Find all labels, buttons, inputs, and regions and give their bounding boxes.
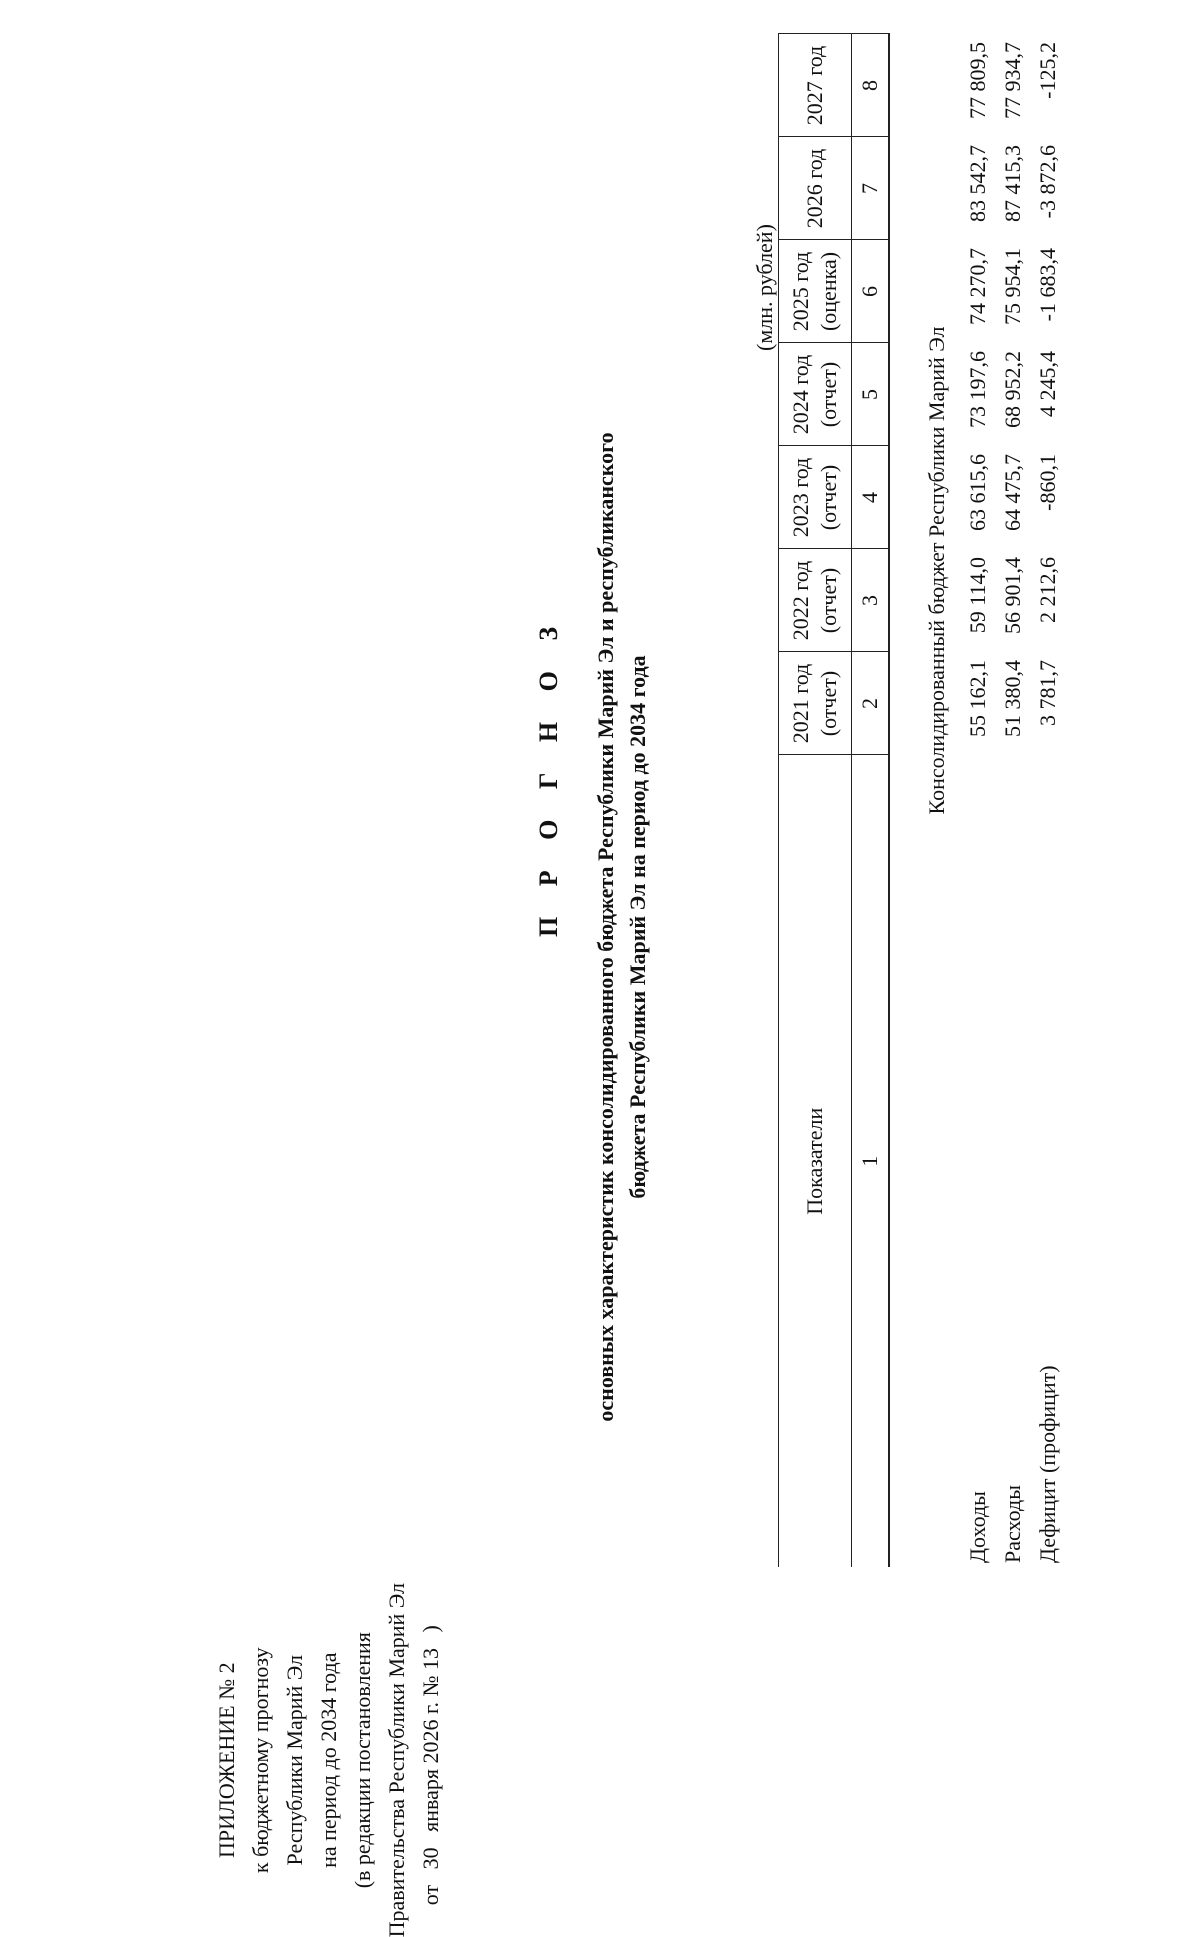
- column-index-8: 8: [852, 34, 890, 137]
- document-title: П Р О Г Н О З: [534, 614, 563, 937]
- table-cell: 75 954,1: [1000, 248, 1025, 325]
- table-cell: 77 809,5: [965, 42, 990, 119]
- section-title: Консолидированный бюджет Республики Марий Эл: [924, 326, 949, 815]
- column-index-7: 7: [852, 137, 890, 240]
- table-row: [956, 34, 991, 1567]
- table-cell: 4 245,4: [1035, 351, 1060, 417]
- column-header-2025: 2025 год (оценка): [779, 240, 852, 343]
- annex-decree-number: 13: [418, 1648, 443, 1670]
- table-row: [991, 34, 1026, 1567]
- annex-closing-paren: ): [418, 1625, 443, 1633]
- column-index-4: 4: [852, 446, 890, 549]
- annex-line-7: [414, 1583, 448, 1937]
- indicator-header: Показатели: [779, 755, 852, 1567]
- annex-line-3: Республики Марий Эл: [282, 1654, 307, 1866]
- document-heading: [534, 0, 650, 1697]
- table-cell: 83 542,7: [965, 145, 990, 222]
- column-header-2026: 2026 год: [779, 137, 852, 240]
- annex-block: [210, 1583, 448, 1937]
- table-row: [1026, 34, 1061, 1567]
- column-index-3: 3: [852, 549, 890, 652]
- table-header-row: [779, 34, 852, 1567]
- table-cell: 2 212,6: [1035, 557, 1060, 623]
- row-label-revenue: Доходы: [965, 1491, 990, 1563]
- table-cell: -1 683,4: [1035, 248, 1060, 322]
- forecast-table: [778, 34, 1061, 1568]
- table-cell: 64 475,7: [1000, 454, 1025, 531]
- row-label-expenditure: Расходы: [1000, 1485, 1025, 1563]
- annex-line-4: на период до 2034 года: [316, 1652, 341, 1868]
- column-header-2022: 2022 год (отчет): [779, 549, 852, 652]
- column-index-6: 6: [852, 240, 890, 343]
- column-header-2027: 2027 год: [779, 34, 852, 137]
- column-index-1: 1: [852, 755, 890, 1567]
- column-header-2024: 2024 год (отчет): [779, 343, 852, 446]
- table-cell: 63 615,6: [965, 454, 990, 531]
- table-cell: 68 952,2: [1000, 351, 1025, 428]
- table-cell: -3 872,6: [1035, 145, 1060, 219]
- annex-date-middle: января 2026 г. №: [418, 1675, 443, 1832]
- table-cell: 59 114,0: [965, 557, 990, 634]
- table-cell: 73 197,6: [965, 351, 990, 428]
- table-cell: 3 781,7: [1035, 660, 1060, 726]
- annex-line-6: Правительства Республики Марий Эл: [384, 1583, 409, 1937]
- section-title-cell: [889, 34, 956, 1567]
- annex-line-1: ПРИЛОЖЕНИЕ № 2: [214, 1662, 239, 1859]
- table-cell: 55 162,1: [965, 660, 990, 737]
- table-cell: -125,2: [1035, 42, 1060, 99]
- column-header-2021: 2021 год (отчет): [779, 652, 852, 755]
- table-cell: 87 415,3: [1000, 145, 1025, 222]
- annex-date-prefix: от: [418, 1884, 443, 1906]
- table-cell: 77 934,7: [1000, 42, 1025, 119]
- table-cell: 74 270,7: [965, 248, 990, 325]
- column-index-5: 5: [852, 343, 890, 446]
- annex-line-5: (в редакции постановления: [350, 1632, 375, 1889]
- column-index-2: 2: [852, 652, 890, 755]
- document-subtitle: основных характеристик консолидированного бюджета Республики Марий Эл и республиканского бюджета Республики Марий Эл на период до 2034 года: [593, 432, 650, 1422]
- table-cell: 56 901,4: [1000, 557, 1025, 634]
- column-header-2023: 2023 год (отчет): [779, 446, 852, 549]
- units-label: (млн. рублей): [752, 224, 777, 351]
- section-row: [889, 34, 956, 1567]
- annex-line-2: к бюджетному прогнозу: [248, 1647, 273, 1874]
- row-label-deficit: Дефицит (профицит): [1035, 1365, 1060, 1563]
- column-index-row: [852, 34, 890, 1567]
- table-cell: -860,1: [1035, 454, 1060, 511]
- table-cell: 51 380,4: [1000, 660, 1025, 737]
- annex-date-day: 30: [418, 1847, 443, 1870]
